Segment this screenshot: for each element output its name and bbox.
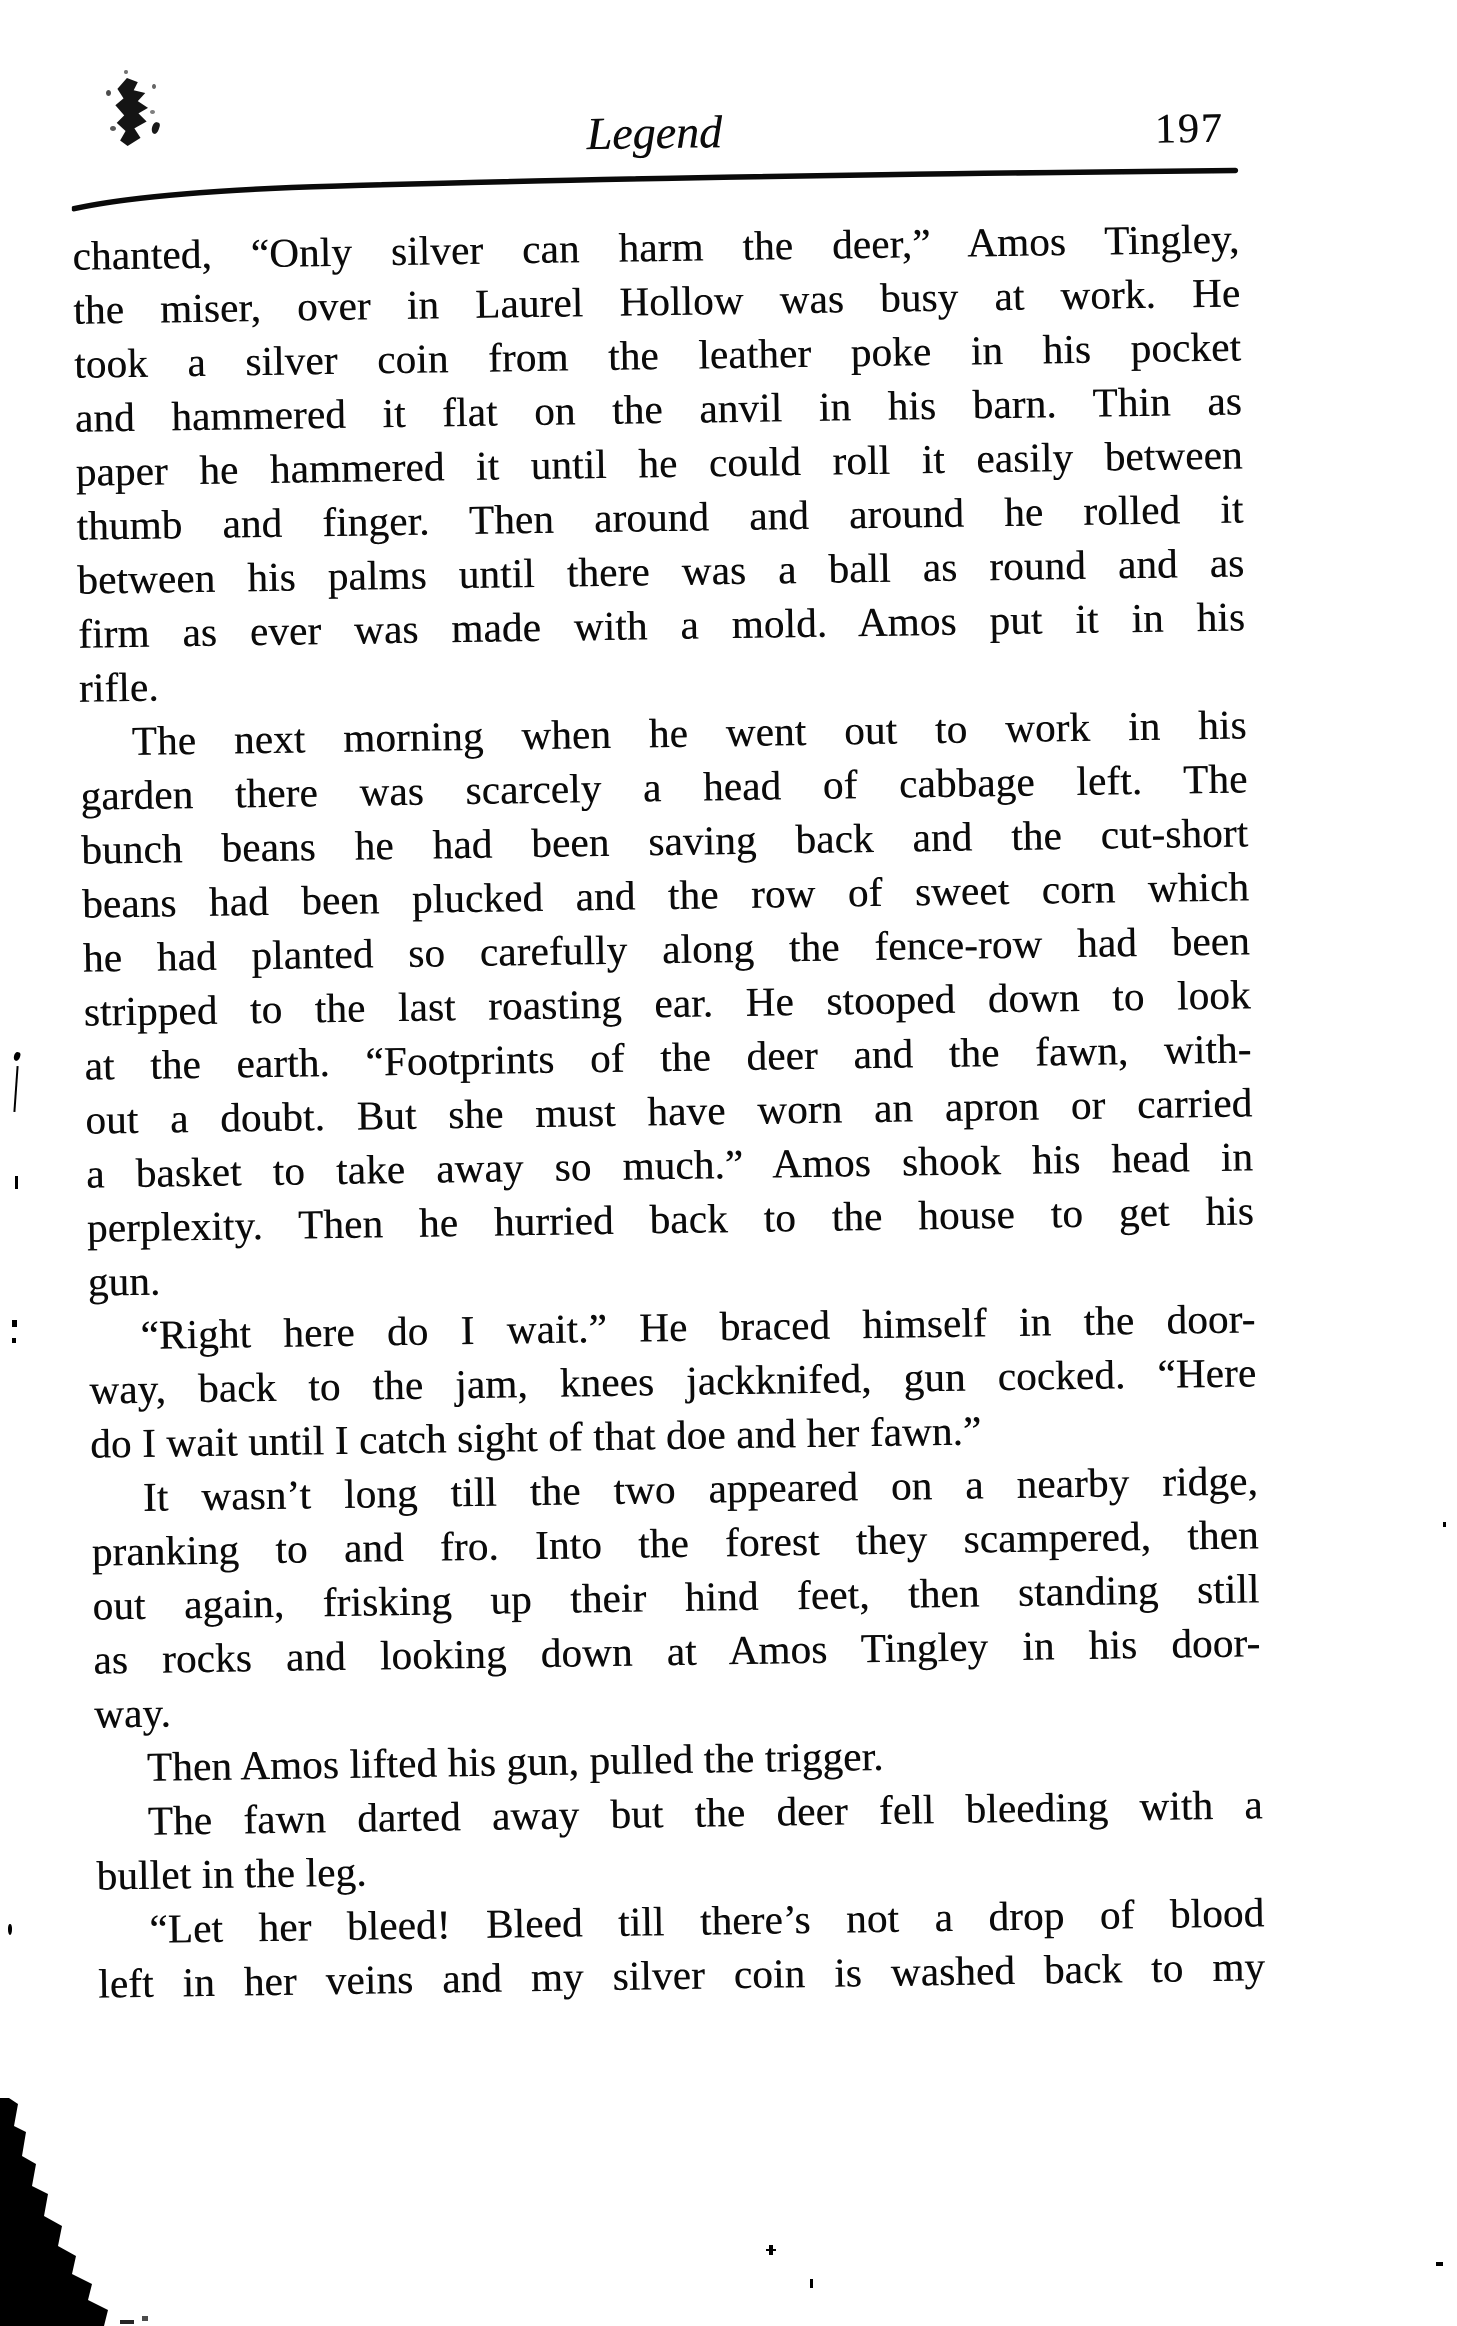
text-line: as rocks and looking down at Amos Tingley in his door-: [93, 1619, 1261, 1683]
text-line: out a doubt. But she must have worn an apron or carried: [85, 1079, 1253, 1143]
margin-speck: [15, 1176, 18, 1189]
margin-speck: [8, 1924, 12, 1935]
text-line: between his palms until there was a ball as round and as: [77, 539, 1245, 603]
text-line: firm as ever was made with a mold. Amos put it in his: [77, 593, 1246, 657]
text-line: beans had been plucked and the row of sweet corn which: [81, 863, 1250, 927]
text-line: rifle.: [78, 663, 160, 711]
margin-speck: [1443, 1522, 1446, 1527]
text-line: It wasn’t long till the two appeared on a nearby ridge,: [142, 1457, 1259, 1520]
text-line: “Right here do I wait.” He braced himself in the door-: [140, 1295, 1256, 1358]
text-line: and hammered it flat on the anvil in his barn. Thin as: [74, 377, 1243, 441]
text-line: garden there was scarcely a head of cabbage left. The: [80, 755, 1248, 819]
text-line: he had planted so carefully along the fence-row had been: [82, 917, 1251, 981]
text-line: left in her veins and my silver coin is washed back to my: [97, 1943, 1266, 2007]
margin-speck: [142, 2316, 148, 2321]
text-line: bullet in the leg.: [96, 1848, 367, 1899]
text-line: chanted, “Only silver can harm the deer,” Amos Tingley,: [72, 215, 1240, 279]
text-line: bunch beans he had been saving back and the cut-short: [81, 809, 1249, 873]
text-line: The next morning when he went out to work in his: [131, 701, 1247, 764]
text-line: at the earth. “Footprints of the deer and the fawn, with-: [84, 1025, 1252, 1089]
text-line: “Let her bleed! Bleed till there’s not a drop of blood: [149, 1889, 1265, 1952]
text-line: the miser, over in Laurel Hollow was busy at work. He: [73, 269, 1241, 333]
text-line: way, back to the jam, knees jackknifed, gun cocked. “Here: [89, 1349, 1257, 1413]
text-line: perplexity. Then he hurried back to the house to get his: [86, 1187, 1255, 1251]
text-line: gun.: [87, 1257, 161, 1305]
text-line: paper he hammered it until he could roll it easily between: [75, 431, 1243, 495]
margin-speck: [13, 1066, 18, 1112]
text-line: do I wait until I catch sight of that doe and her fawn.”: [89, 1407, 982, 1467]
ink-smudge-top-left: [100, 70, 180, 154]
margin-speck: [12, 1320, 17, 1327]
running-head-title: Legend: [586, 106, 723, 160]
text-line: Then Amos lifted his gun, pulled the trigger.: [146, 1732, 884, 1790]
text-line: thumb and finger. Then around and around he rolled it: [76, 485, 1244, 549]
text-line: way.: [93, 1689, 172, 1737]
header-rule: [71, 157, 1238, 216]
page-content: [70, 99, 1265, 2026]
margin-speck: [766, 2249, 776, 2251]
text-line: The fawn darted away but the deer fell bleeding with a: [147, 1781, 1263, 1844]
text-line: out again, frisking up their hind feet, then standing still: [92, 1565, 1260, 1629]
margin-speck: [13, 1051, 21, 1061]
margin-speck: [120, 2320, 134, 2324]
body-text: [72, 211, 1265, 2010]
text-line: a basket to take away so much.” Amos shook his head in: [85, 1133, 1254, 1197]
text-line: took a silver coin from the leather poke in his pocket: [73, 323, 1242, 387]
margin-speck: [810, 2279, 813, 2288]
ink-blob-bottom-left: [0, 2098, 172, 2326]
text-line: pranking to and fro. Into the forest they scampered, then: [91, 1511, 1259, 1575]
page-number: 197: [1154, 105, 1225, 153]
margin-speck: [12, 1338, 16, 1343]
margin-speck: [1436, 2262, 1443, 2266]
text-line: stripped to the last roasting ear. He stooped down to look: [83, 971, 1251, 1035]
